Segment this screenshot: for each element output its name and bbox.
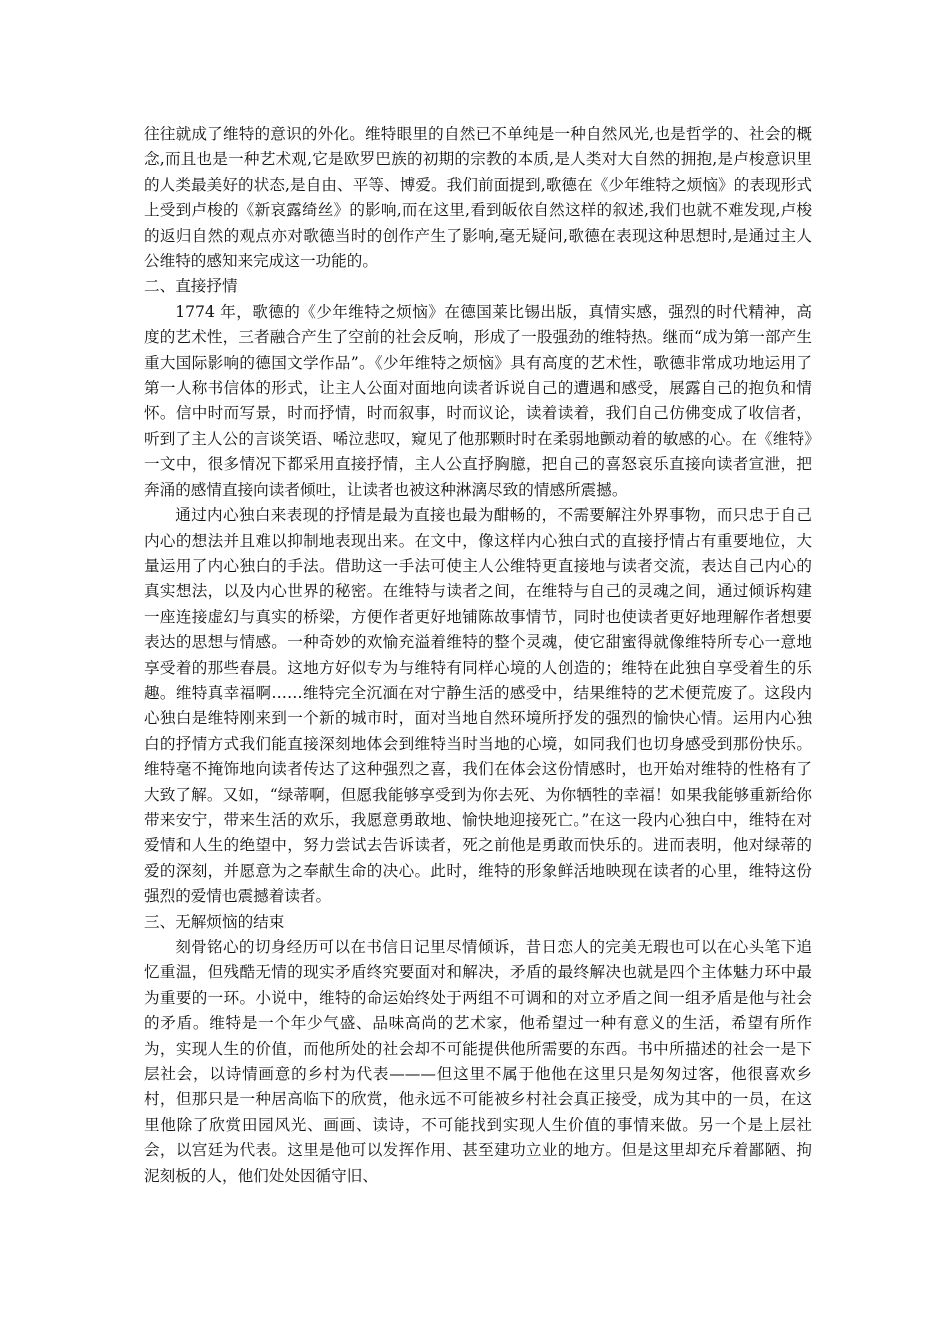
section-heading-direct-lyricism: 二、直接抒情 [144,277,238,296]
document-page [144,122,812,1189]
paragraph-inner-monologue: 通过内心独白来表现的抒情是最为直接也最为酣畅的，不需要解注外界事物，而只忠于自己内心的想法并且难以抑制地表现出来。在文中，像这样内心独白式的直接抒情占有重要地位，大量运用了内心独白的手法。借助这一手法可使主人公维特更直接地与读者交流，表达自己内心的真实想法，以及内心世界的秘密。在维特与读者之间，在维特与自己的灵魂之间，通过倾诉构建一座连接虚幻与真实的桥梁，方便作者更好地铺陈故事情节，同时也使读者更好地理解作者想要表达的思想与情感。一种奇妙的欢愉充溢着维特的整个灵魂，使它甜蜜得就像维特所专心一意地享受着的那些春晨。这地方好似专为与维特有同样心境的人创造的；维特在此独自享受着生的乐趣。维特真幸福啊……维特完全沉湎在对宁静生活的感受中，结果维特的艺术便荒废了。这段内心独白是维特刚来到一个新的城市时，面对当地自然环境所抒发的强烈的愉快心情。运用内心独白的抒情方式我们能直接深刻地体会到维特当时当地的心境，如同我们也切身感受到那份快乐。维特毫不掩饰地向读者传达了这种强烈之喜，我们在体会这份情感时，也开始对维特的性格有了大致了解。又如，“绿蒂啊，但愿我能够享受到为你去死、为你牺牲的幸福！如果我能够重新给你带来安宁，带来生活的欢乐，我愿意勇敢地、愉快地迎接死亡。”在这一段内心独白中，维特在对爱情和人生的绝望中，努力尝试去告诉读者，死之前他是勇敢而快乐的。进而表明，他对绿蒂的爱的深刻，并愿意为之奉献生命的决心。此时，维特的形象鲜活地映现在读者的心里，维特这份强烈的爱情也震撼着读者。 [144,506,812,906]
paragraph-publication: 1774 年，歌德的《少年维特之烦恼》在德国莱比锡出版，真情实感，强烈的时代精神，高度的艺术性，三者融合产生了空前的社会反响，形成了一股强劲的维特热。继而“成为第一部产生重大国际影响的德国文学作品”。《少年维特之烦恼》具有高度的艺术性，歌德非常成功地运用了第一人称书信体的形式，让主人公面对面地向读者诉说自己的遭遇和感受，展露自己的抱负和情怀。信中时而写景，时而抒情，时而叙事，时而议论，读着读着，我们自己仿佛变成了收信者，听到了主人公的言谈笑语、唏泣悲叹，窥见了他那颗时时在柔弱地颤动着的敏感的心。在《维特》一文中，很多情况下都采用直接抒情，主人公直抒胸臆，把自己的喜怒哀乐直接向读者宣泄，把奔涌的感情直接向读者倾吐，让读者也被这种淋漓尽致的情感所震撼。 [144,302,812,499]
paragraph-contradictions: 刻骨铭心的切身经历可以在书信日记里尽情倾诉，昔日恋人的完美无瑕也可以在心头笔下追忆重温，但残酷无情的现实矛盾终究要面对和解决，矛盾的最终解决也就是四个主体魅力环中最为重要的一环。小说中，维特的命运始终处于两组不可调和的对立矛盾之间一组矛盾是他与社会的矛盾。维特是一个年少气盛、品味高尚的艺术家，他希望过一种有意义的生活，希望有所作为，实现人生的价值，而他所处的社会却不可能提供他所需要的东西。书中所描述的社会一是下层社会，以诗情画意的乡村为代表———但这里不属于他他在这里只是匆匆过客，他很喜欢乡村，但那只是一种居高临下的欣赏，他永远不可能被乡村社会真正接受，成为其中的一员，在这里他除了欣赏田园风光、画画、读诗，不可能找到实现人生价值的事情来做。另一个是上层社会，以宫廷为代表。这里是他可以发挥作用、甚至建功立业的地方。但是这里却充斥着鄙陋、拘泥刻板的人，他们处处因循守旧、 [144,938,812,1185]
intro-paragraph: 往往就成了维特的意识的外化。维特眼里的自然已不单纯是一种自然风光,也是哲学的、社会的概念,而且也是一种艺术观,它是欧罗巴族的初期的宗教的本质,是人类对大自然的拥抱,是卢梭意识里的人类最美好的状态,是自由、平等、博爱。我们前面提到,歌德在《少年维特之烦恼》的表现形式上受到卢梭的《新哀露绮丝》的影响,而在这里,看到皈依自然这样的叙述,我们也就不难发现,卢梭的返归自然的观点亦对歌德当时的创作产生了影响,毫无疑问,歌德在表现这种思想时,是通过主人公维特的感知来完成这一功能的。 [144,125,812,271]
section-heading-unresolved-ending: 三、无解烦恼的结束 [144,912,285,931]
